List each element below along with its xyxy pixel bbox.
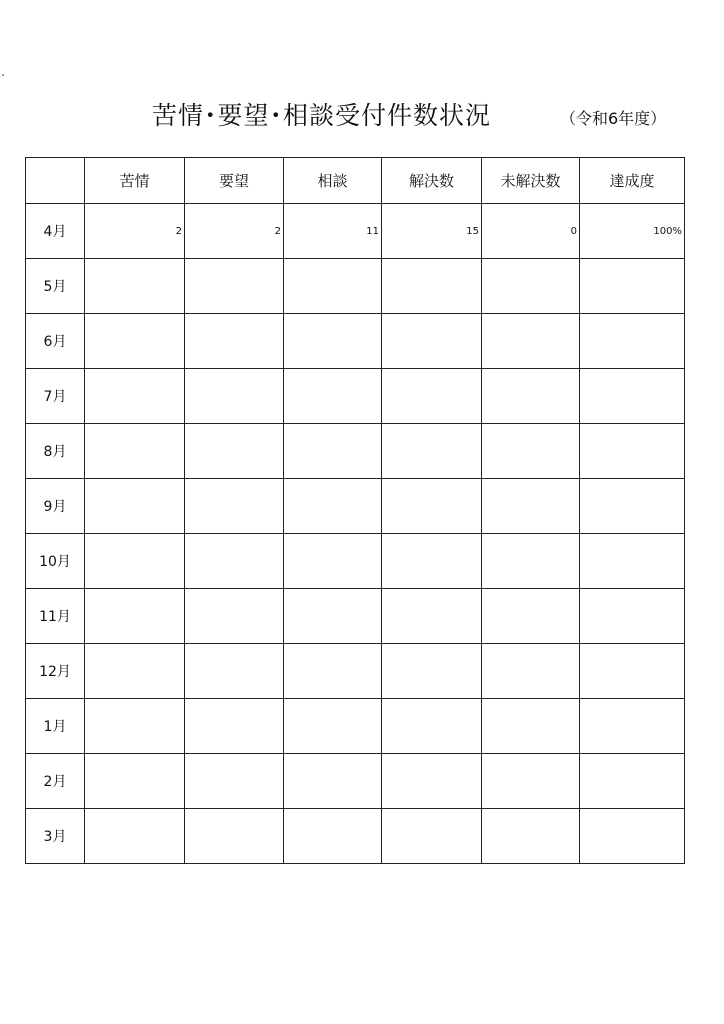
table-cell: [85, 809, 185, 864]
table-cell: [482, 644, 580, 699]
table-cell: [85, 534, 185, 589]
table-cell: [185, 369, 284, 424]
table-cell: [284, 589, 382, 644]
page-title: 苦情･要望･相談受付件数状況: [152, 101, 492, 130]
table-cell: [580, 534, 685, 589]
table-cell: [284, 314, 382, 369]
month-label: 5月: [26, 259, 85, 314]
table-cell: [185, 479, 284, 534]
table-cell: [482, 754, 580, 809]
table-row: [26, 259, 685, 314]
month-label: 7月: [26, 369, 85, 424]
table-cell: [85, 424, 185, 479]
table-cell: [580, 259, 685, 314]
table-cell: [185, 424, 284, 479]
table-cell: 11: [284, 204, 382, 259]
table-cell: [382, 534, 482, 589]
table-cell: [580, 314, 685, 369]
table-row: [26, 369, 685, 424]
table-cell: [85, 314, 185, 369]
table-row: [26, 589, 685, 644]
complaint-status-table: [25, 157, 685, 864]
table-cell: [284, 259, 382, 314]
scan-mark: [2, 74, 4, 76]
table-row: [26, 424, 685, 479]
table-cell: [382, 699, 482, 754]
header-row: [26, 158, 685, 204]
table-cell: [85, 369, 185, 424]
table-cell: [482, 809, 580, 864]
table-cell: [482, 589, 580, 644]
table-cell: [382, 644, 482, 699]
table-cell: [284, 534, 382, 589]
table-cell: [284, 479, 382, 534]
table-cell: [85, 479, 185, 534]
table-cell: [284, 809, 382, 864]
table-cell: [580, 479, 685, 534]
month-label: 2月: [26, 754, 85, 809]
table-cell: [580, 369, 685, 424]
table-cell: [482, 259, 580, 314]
table-cell: [185, 699, 284, 754]
table-cell: 100%: [580, 204, 685, 259]
table-cell: [382, 589, 482, 644]
table-cell: [482, 424, 580, 479]
table-cell: [85, 644, 185, 699]
month-label: 9月: [26, 479, 85, 534]
table-cell: [482, 314, 580, 369]
table-cell: [382, 369, 482, 424]
table-cell: [382, 754, 482, 809]
table-row: [26, 754, 685, 809]
table-cell: [580, 809, 685, 864]
table-cell: [580, 589, 685, 644]
column-header: 苦情: [85, 158, 185, 204]
month-label: 11月: [26, 589, 85, 644]
table-row: [26, 699, 685, 754]
table-cell: [580, 644, 685, 699]
table-cell: [185, 754, 284, 809]
month-label: 8月: [26, 424, 85, 479]
table-cell: [382, 259, 482, 314]
table-cell: [85, 259, 185, 314]
table-cell: 2: [85, 204, 185, 259]
table-cell: [482, 479, 580, 534]
table-cell: [580, 754, 685, 809]
table-cell: [382, 314, 482, 369]
table-cell: [382, 424, 482, 479]
table-cell: [482, 369, 580, 424]
table-cell: [284, 754, 382, 809]
column-header: 要望: [185, 158, 284, 204]
table-cell: [185, 809, 284, 864]
table-row: [26, 534, 685, 589]
table-cell: [284, 369, 382, 424]
table-row: [26, 204, 685, 259]
table-cell: 15: [382, 204, 482, 259]
table-cell: [284, 424, 382, 479]
table-cell: 2: [185, 204, 284, 259]
table-cell: [85, 699, 185, 754]
table-row: [26, 809, 685, 864]
month-label: 4月: [26, 204, 85, 259]
column-header: 未解決数: [482, 158, 580, 204]
table-cell: [580, 424, 685, 479]
month-label: 1月: [26, 699, 85, 754]
table-cell: [85, 589, 185, 644]
table-cell: [185, 589, 284, 644]
table-row: [26, 644, 685, 699]
table-cell: [284, 644, 382, 699]
column-header: 達成度: [580, 158, 685, 204]
month-label: 3月: [26, 809, 85, 864]
table-cell: [185, 259, 284, 314]
table-cell: 0: [482, 204, 580, 259]
month-label: 12月: [26, 644, 85, 699]
column-header: 相談: [284, 158, 382, 204]
corner-cell: [26, 158, 85, 204]
table-cell: [185, 644, 284, 699]
table-row: [26, 314, 685, 369]
table-cell: [482, 699, 580, 754]
table-cell: [185, 314, 284, 369]
table-cell: [85, 754, 185, 809]
table-cell: [185, 534, 284, 589]
table-cell: [580, 699, 685, 754]
month-label: 10月: [26, 534, 85, 589]
fiscal-year-label: （令和6年度）: [560, 109, 667, 128]
month-label: 6月: [26, 314, 85, 369]
column-header: 解決数: [382, 158, 482, 204]
table-cell: [382, 479, 482, 534]
table-row: [26, 479, 685, 534]
table-cell: [482, 534, 580, 589]
table-cell: [284, 699, 382, 754]
table-cell: [382, 809, 482, 864]
